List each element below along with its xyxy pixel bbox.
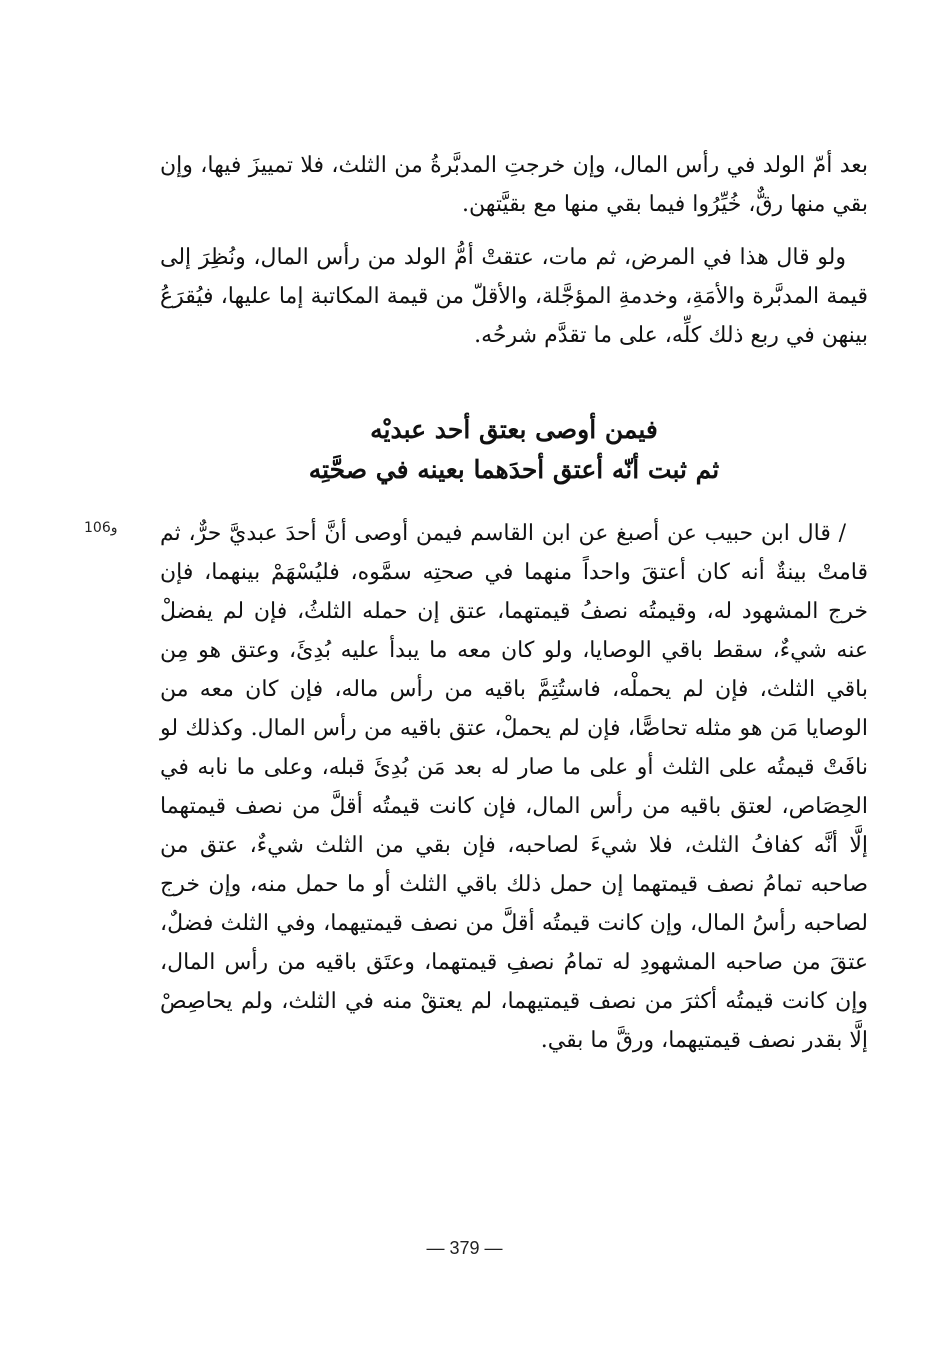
folio-margin-note: و106: [84, 520, 118, 536]
section-heading-line-2: ثم ثبت أنّه أعتق أحدَهما بعينه في صحَّتِه: [308, 455, 720, 484]
paragraph-main: / قال ابن حبيب عن أصبغ عن ابن القاسم فيمن أوصى أنَّ أحدَ عبديَّ حرٌّ، ثم قامتْ بينةٌ أنه كان أعتقَ واحداً منهما في صحتِه سمَّوه، فليُسْهَمْ بينهما، فإن خرج المشهود له، وقيمتُه نصفُ قيمتهما، عتق إن حمله الثلثُ، فإن لم يفضلْ عنه شيءٌ، سقط باقي الوصايا، ولو كان معه ما يبدأ عليه بُدِئَ، وعتق هو مِن باقي الثلث، فإن لم يحملْه، فاستُتِمَّ باقيه من رأس ماله، فإن كان معه من الوصايا مَن هو مثله تحاصًّا، فإن لم يحملْ، عتق باقيه من رأس المال. وكذلك لو نافَتْ قيمتُه على الثلث أو على ما صار له بعد مَن بُدِئَ قبله، وعلى ما نابه في الحِصَاص، لعتق باقيه من رأس المال، فإن كانت قيمتُه أقلَّ من نصف قيمتهما إلَّا أنَّه كفافُ الثلث، فلا شيءَ لصاحبه، فإن بقي من الثلث شيءٌ، عتق من صاحبه تمامُ نصف قيمتهما إن حمل ذلك باقي الثلث أو ما حمل منه، وإن خرج لصاحبه رأسُ المال، وإن كانت قيمتُه أقلَّ من نصف قيمتيهما، وفي الثلث فضلٌ، عتقَ من صاحبه المشهودِ له تمامُ نصفِ قيمتهما، وعتَق باقيه من رأس المال، وإن كانت قيمتُه أكثرَ من نصف قيمتيهما، لم يعتقْ منه في الثلث، ولم يحاصِصْ إلَّا بقدر نصف قيمتيهما، ورقَّ ما بقي.: [160, 521, 868, 1053]
main-text-block: [160, 514, 868, 1060]
section-heading: [160, 410, 868, 490]
paragraph-continuation: بعد أمّ الولد في رأس المال، وإن خرجتِ المدبَّرةُ من الثلث، فلا تمييزَ فيها، وإن بقي منها رقٌّ، خُيِّرُوا فيما بقي منها مع بقيَّتهن.: [160, 153, 868, 217]
top-text-block: [160, 146, 868, 355]
section-heading-line-1: فيمن أوصى بعتق أحد عبديْه: [370, 415, 658, 444]
page-number: — 379 —: [426, 1238, 503, 1258]
paragraph-illness: ولو قال هذا في المرض، ثم مات، عتقتْ أمُّ الولد من رأس المال، ونُظِرَ إلى قيمة المدبَّرة والأمَةِ، وخدمةِ المؤجَّلة، والأقلّ من قيمة المكاتبة إما عليها، فيُقرَعُ بينهن في ربع ذلك كلِّه، على ما تقدَّم شرحُه.: [160, 245, 868, 348]
